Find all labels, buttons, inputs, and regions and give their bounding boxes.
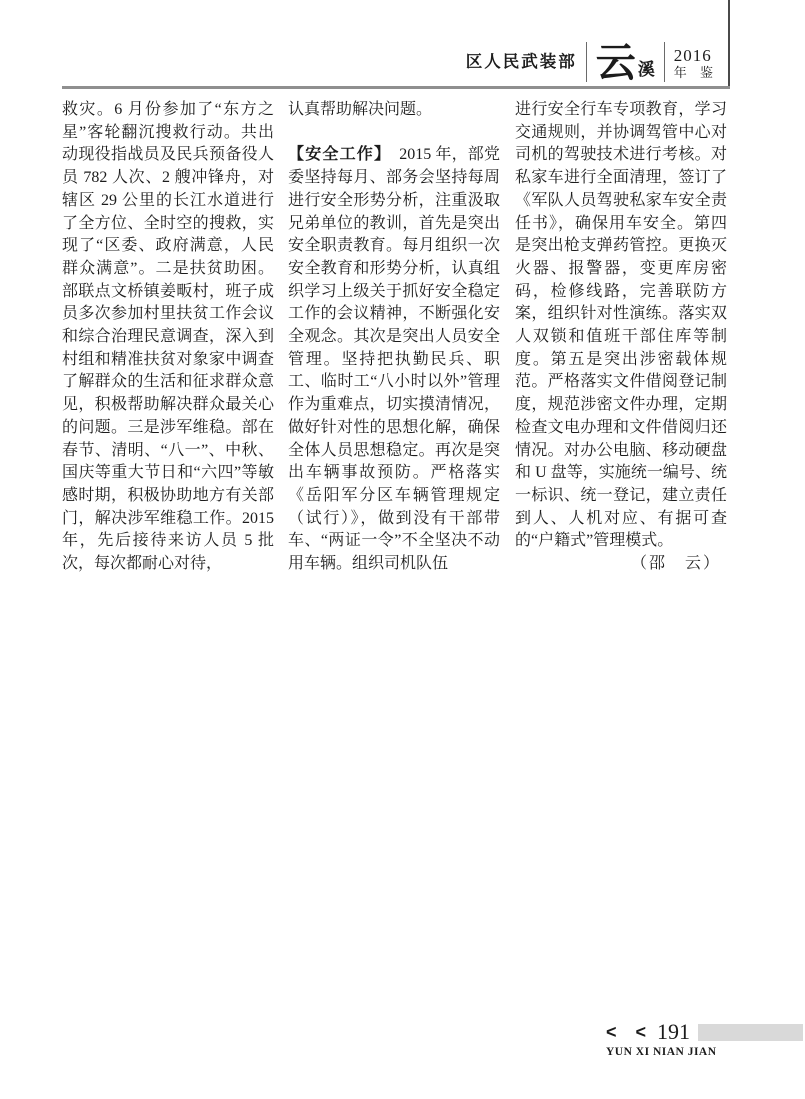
year-block <box>674 47 718 80</box>
author-attribution: （邵 云） <box>630 555 721 573</box>
page-footer <box>606 1020 803 1058</box>
page-marker-chevrons: < < <box>606 1022 654 1042</box>
logo-main-character: 云 <box>595 40 636 85</box>
paragraph-text: 进行安全行车专项教育，学习交通规则，并协调驾管中心对司机的驾驶技术进行考核。对私家车进行全面清理，签订了《军队人员驾驶私家车安全责任书》，确保用车安全。第四是突出枪支弹药管控。更换灭火器、报警器，变更库房密码，检修线路，完善联防方案，组织针对性演练。落实双人双锁和值班干部住库等制度。第五是突出涉密载体规范。严格落实文件借阅登记制度，规范涉密文件办理，定期检查文电办理和文件借阅归还情况。对办公电脑、移动硬盘和 U 盘等，实施统一编号、统一标识、统一登记，建立责任到人、人机对应、有据可查的“户籍式”管理模式。 <box>515 101 727 550</box>
page-header <box>0 0 730 86</box>
entry-heading: 【安全工作】 <box>288 146 392 164</box>
footer-row <box>606 1020 803 1044</box>
logo-sub-character: 溪 <box>637 60 655 79</box>
header-divider <box>586 42 587 82</box>
text-column-3 <box>515 99 727 576</box>
section-title: 区人民武装部 <box>465 53 577 71</box>
header-divider <box>664 42 665 82</box>
text-column-1 <box>62 99 274 576</box>
entry-paragraph <box>288 144 500 575</box>
paragraph-text: 救灾。6 月份参加了“东方之星”客轮翻沉搜救行动。共出动现役指战员及民兵预备役人员 782 人次、2 艘冲锋舟，对辖区 29 公里的长江水道进行了全方位、全时空的搜救，实现了“区委、政府满意，人民群众满意”。二是扶贫助困。部联点文桥镇姜畈村，班子成员多次参加村里扶贫工作会议和综合治理民意调查，深入到村组和精准扶贫对象家中调查了解群众的生活和征求群众意见，积极帮助解决群众最关心的问题。三是涉军维稳。部在春节、清明、“八一”、中秋、国庆等重大节日和“六四”等敏感时期，积极协助地方有关部门，解决涉军维稳工作。2015 年，先后接待来访人员 5 批次，每次都耐心对待， <box>62 101 274 573</box>
header-vertical-rule <box>728 0 730 86</box>
header-horizontal-rule <box>62 86 730 89</box>
page-number: 191 <box>657 1019 691 1044</box>
yearbook-logo <box>595 40 655 85</box>
footer-bar <box>698 1024 803 1041</box>
year-label: 年 鉴 <box>673 65 718 80</box>
text-column-2 <box>288 99 500 576</box>
footer-romanized-title: YUN XI NIAN JIAN <box>606 1046 717 1058</box>
paragraph-text: 2015 年，部党委坚持每月、部务会坚持每周进行安全形势分析，注重汲取兄弟单位的教训，首先是突出安全职责教育。每月组织一次安全教育和形势分析，认真组织学习上级关于抓好安全稳定工作的会议精神，不断强化安全观念。其次是突出人员安全管理。坚持把执勤民兵、职工、临时工“八小时以外”管理作为重难点，切实摸清情况，做好针对性的思想化解，确保全体人员思想稳定。再次是突出车辆事故预防。严格落实《岳阳军分区车辆管理规定（试行）》，做到没有干部带车、“两证一令”不全坚决不动用车辆。组织司机队伍 <box>288 146 500 573</box>
paragraph-text: 认真帮助解决问题。 <box>288 101 433 118</box>
year-number: 2016 <box>673 46 712 65</box>
